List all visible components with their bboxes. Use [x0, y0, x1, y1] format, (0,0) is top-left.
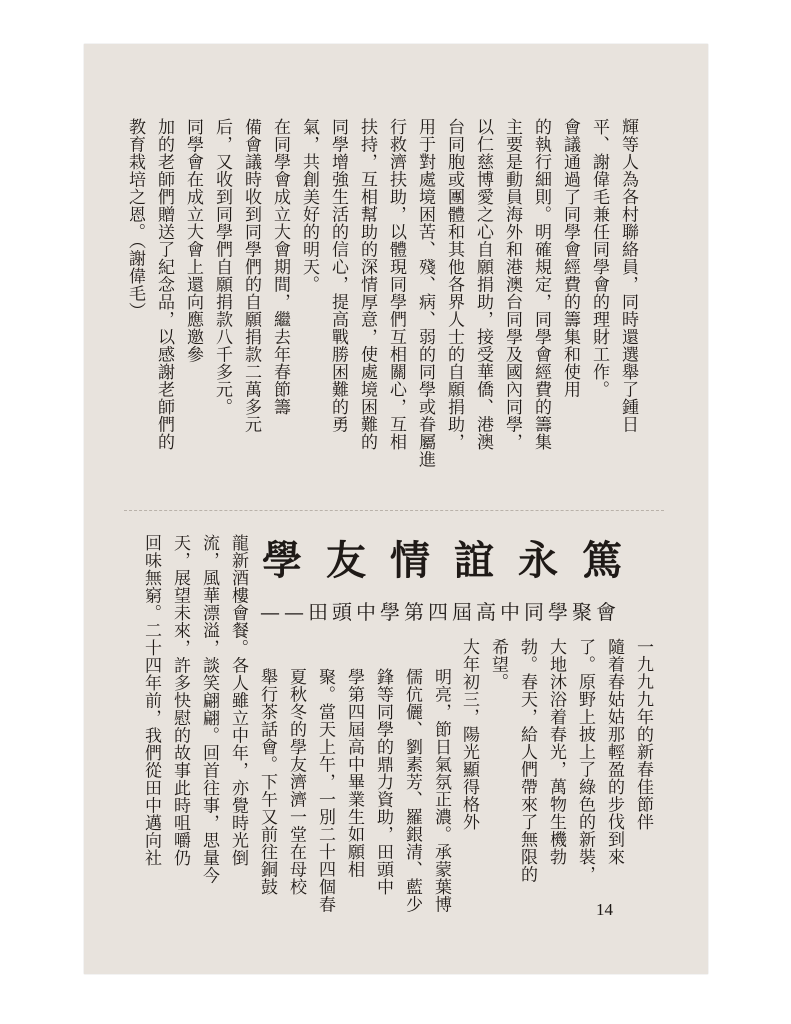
- lower-article-line: 大年初三，陽光顯得格外: [459, 638, 479, 831]
- lower-article-line: 天，展望未來，許多快慰的故事此時咀嚼仍: [170, 534, 190, 867]
- lower-article-line: 鋒等同學的鼎力資助，田頭中: [373, 668, 393, 896]
- upper-article-line: 扶持，互相幫助的深情厚意，使處境困難的: [357, 118, 377, 451]
- upper-article-line: 加的老師們贈送了紀念品，以感謝老師們的: [154, 118, 174, 451]
- document-page: [84, 44, 708, 974]
- lower-article-line: 龍新酒樓會餐。各人雖立中年，亦覺時光倒: [228, 534, 248, 867]
- upper-article-line: 輝等人為各村聯絡員，同時還選舉了鍾日: [618, 118, 638, 433]
- upper-article-line: 行救濟扶助，以體現同學們互相關心，互相: [386, 118, 406, 451]
- lower-article-left: [138, 534, 453, 913]
- upper-article-line: 台同胞或團體和其他各界人士的自願捐助，: [444, 118, 464, 451]
- upper-article-line: 的執行細則。明確規定，同學會經費的籌集: [531, 118, 551, 451]
- lower-article-line: 大地沐浴着春光，萬物生機勃: [546, 638, 566, 866]
- headline-char: 永: [518, 536, 558, 584]
- lower-article-line: 回味無窮。二十四年前，我們從田中邁向社: [141, 534, 161, 867]
- upper-article-line: 教育栽培之恩。（謝偉毛）: [125, 118, 145, 320]
- upper-article-line: 用于對處境困苦、殘、病、弱的同學或眷屬進: [415, 118, 435, 468]
- lower-article-line: 明亮，節日氣氛正濃。承蒙葉博: [431, 668, 451, 913]
- lower-article-line: 流，風華漂溢，談笑翩翩。回首往事，思量今: [199, 534, 219, 884]
- upper-article-line: 同學增強生活的信心，提高戰勝困難的勇: [328, 118, 348, 433]
- upper-article-line: 以仁慈博愛之心自願捐助，接受華僑、港澳: [473, 118, 493, 451]
- lower-article-line: 夏秋冬的學友濟濟一堂在母校: [286, 668, 306, 896]
- lower-article-line: 舉行茶話會。下午又前往銅鼓: [257, 668, 277, 896]
- headline-char: 情: [390, 536, 430, 584]
- upper-article-line: 在同學會成立大會期間，繼去年春節籌: [270, 118, 290, 416]
- lower-article-line: 了。原野上披上了綠色的新裝，: [575, 638, 595, 883]
- upper-article-line: 氣，共創美好的明天。: [299, 118, 319, 293]
- upper-article: [125, 118, 640, 498]
- upper-article-line: 平、謝偉毛兼任同學會的理財工作。: [589, 118, 609, 398]
- article-subheadline: ——田頭中學第四屆高中同學聚會: [260, 600, 620, 624]
- lower-article-right: [456, 638, 655, 900]
- upper-article-line: 同學會在成立大會上還向應邀參: [183, 118, 203, 363]
- lower-article-line: 聚。當天上午，一別二十四個春: [315, 668, 335, 913]
- upper-article-line: 后，又收到同學們自願捐款八千多元。: [212, 118, 232, 416]
- headline-char: 誼: [454, 536, 494, 584]
- lower-article-line: 隨着春姑姑那輕盈的步伐到來: [604, 638, 624, 866]
- lower-article-line: 儒伉儷、劉素芳、羅銀清、藍少: [402, 668, 422, 913]
- upper-article-line: 主要是動員海外和港澳台同學及國內同學，: [502, 118, 522, 451]
- lower-article-line: 一九九九年的新春佳節伴: [633, 638, 653, 831]
- upper-article-line: 會議通過了同學會經費的籌集和使用: [560, 118, 580, 398]
- lower-article-line: 希望。: [488, 638, 508, 691]
- upper-article-line: 備會議時收到同學們的自願捐款二萬多元: [241, 118, 261, 433]
- page-number: 14: [596, 900, 613, 919]
- lower-article-line: 學第四屆高中畢業生如願相: [344, 668, 364, 878]
- lower-article-line: 勃。春天，給人們帶來了無限的: [517, 638, 537, 883]
- headline-char: 友: [326, 536, 366, 584]
- headline-char: 篤: [582, 536, 622, 584]
- headline-char: 學: [262, 536, 302, 584]
- section-divider: [124, 510, 664, 511]
